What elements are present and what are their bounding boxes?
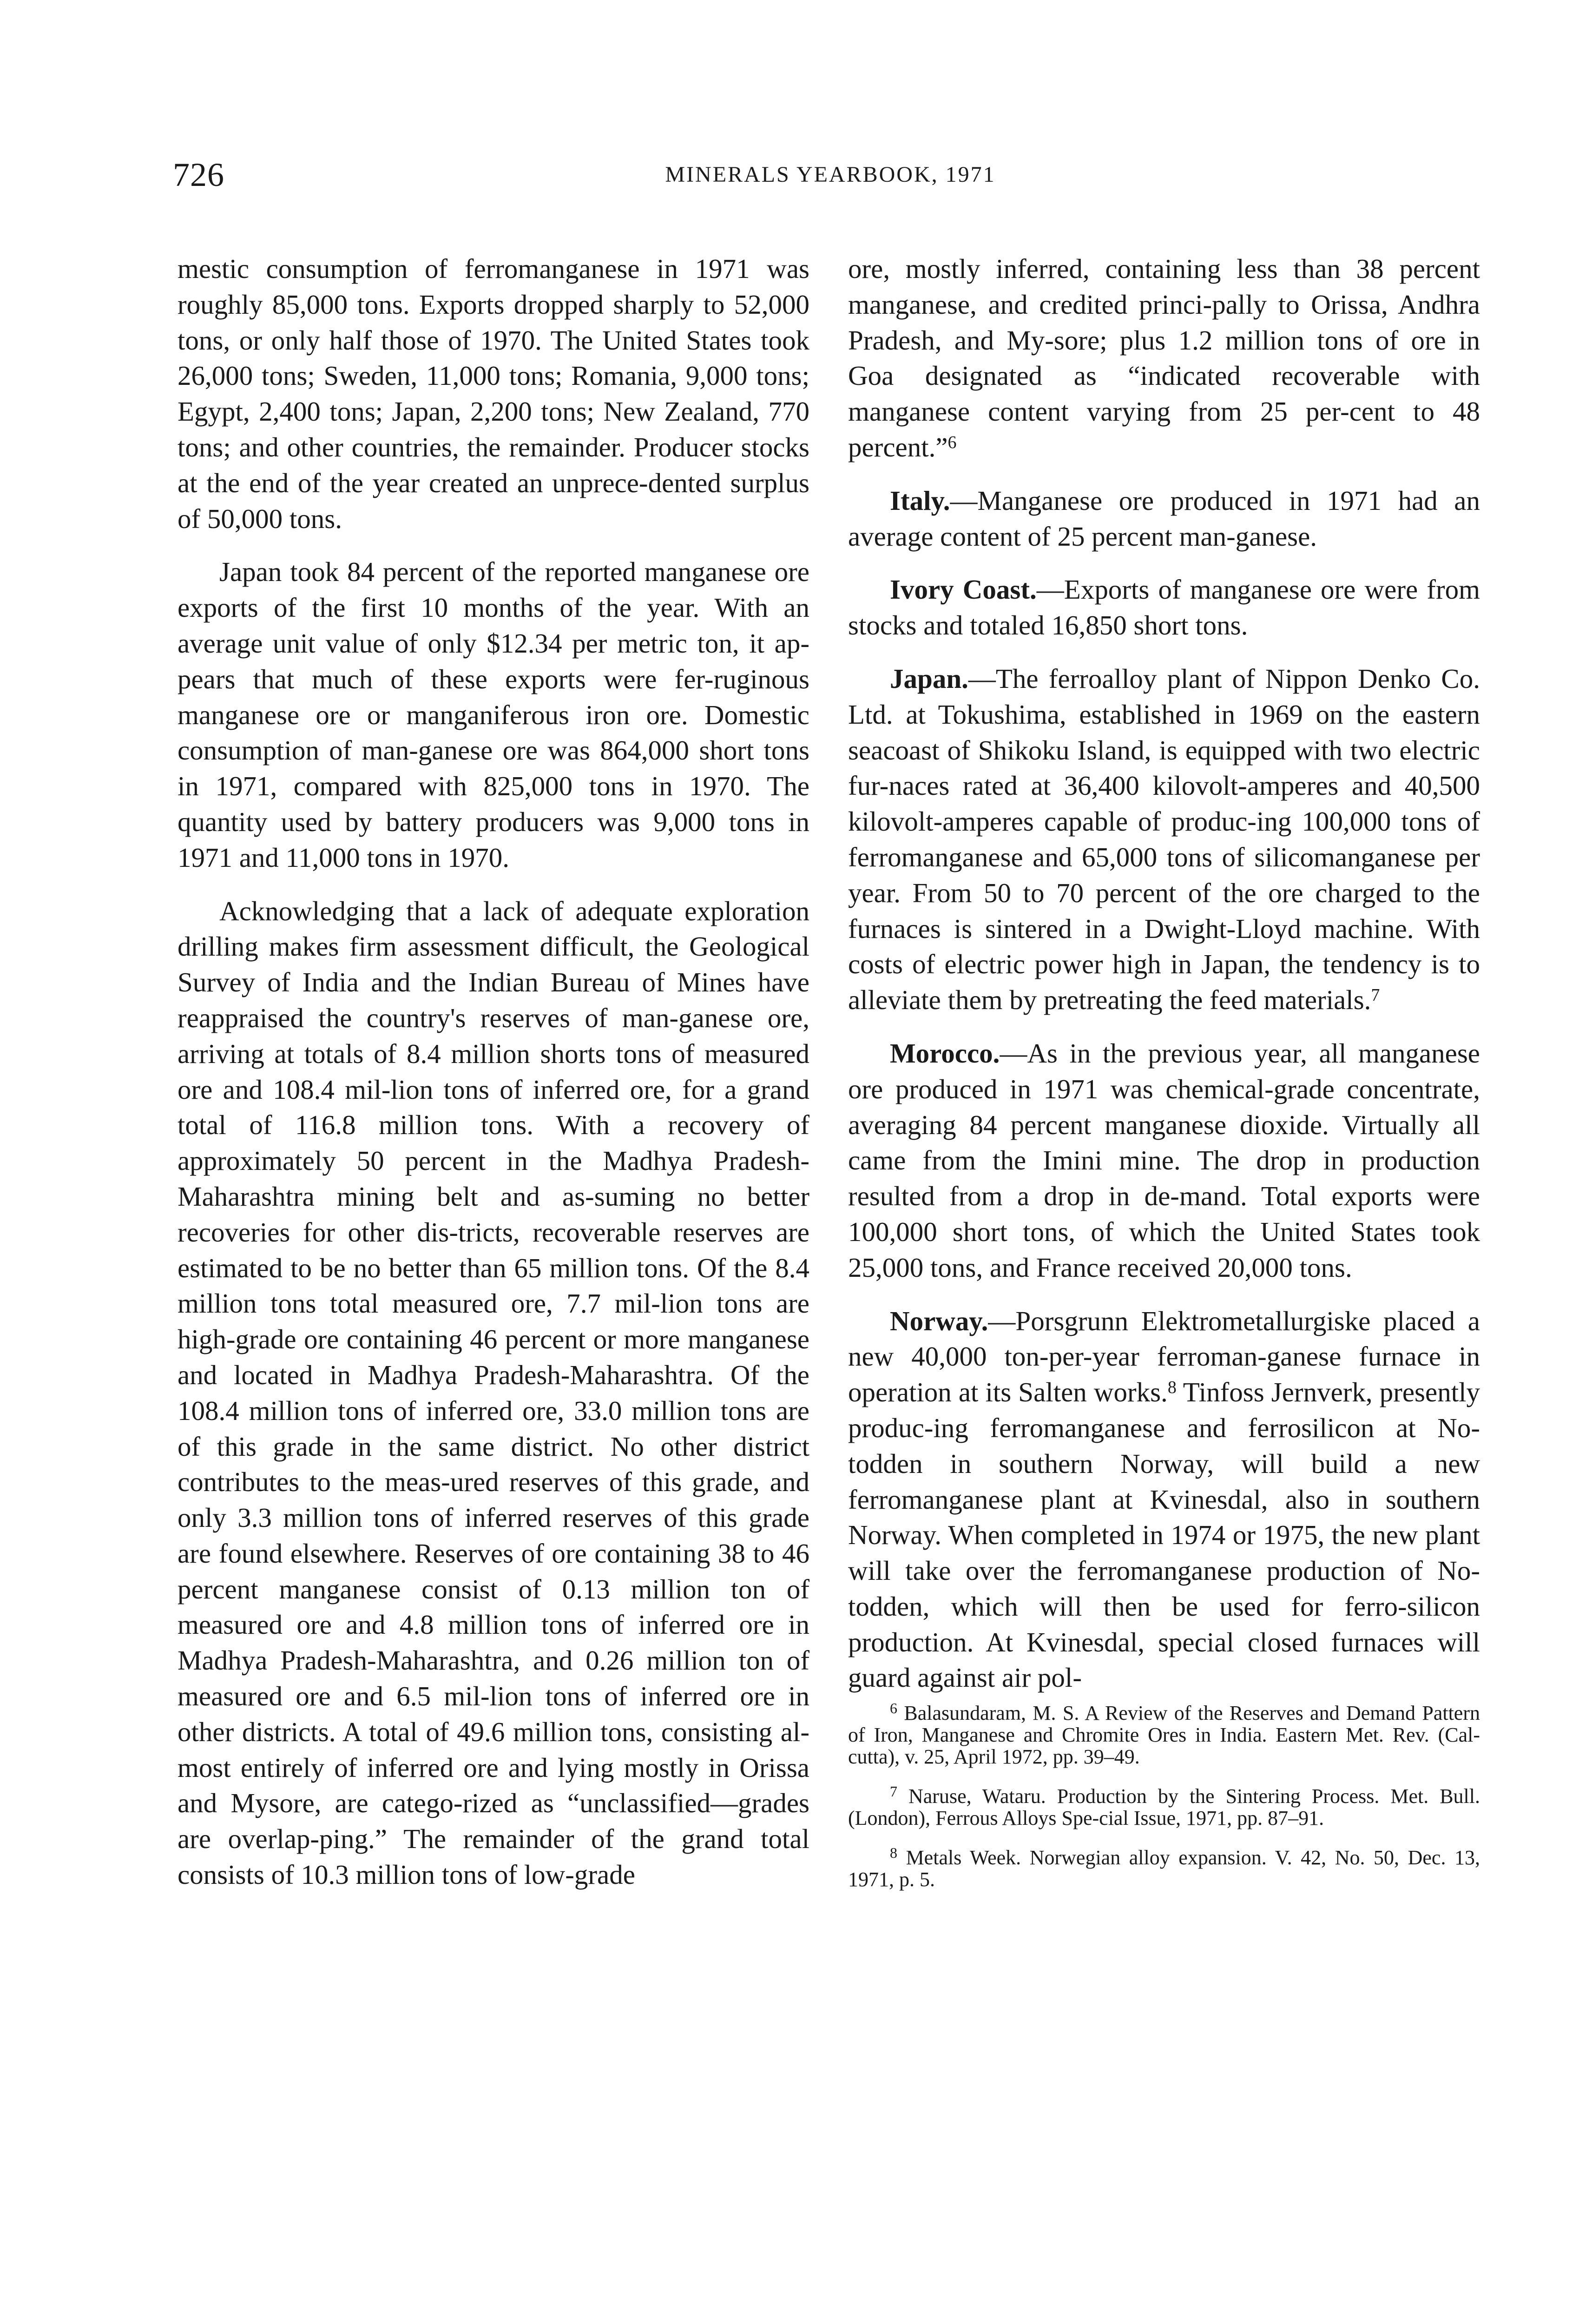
right-column <box>848 251 1480 1908</box>
footnote-ref-6[interactable]: 6 <box>947 432 957 452</box>
footnote-text: Naruse, Wataru. Production by the Sintering Process. Met. Bull. (London), Ferrous Alloys Spe-cial Issue, 1971, pp. 87–91. <box>848 1785 1480 1830</box>
left-column <box>178 251 809 1910</box>
paragraph-italy <box>848 483 1480 555</box>
footnote <box>848 1785 1480 1829</box>
norway-text-a: —Porsgrunn Elektrometallurgiske placed a new 40,000 ton-per-year ferroman-ganese furnace in operation at its Salten works. <box>848 1305 1480 1408</box>
ivory-coast-text: —Exports of manganese ore were from stocks and totaled 16,850 short tons. <box>848 574 1480 641</box>
page-number: 726 <box>173 156 224 193</box>
paragraph-manganese-ore-exports: Japan took 84 percent of the reported manganese ore exports of the first 10 months of the year. With an average unit value of only $12.34 per metric ton, it ap-pears that much of these exports were fer-ruginous manganese ore or manganiferous iron ore. Domestic consumption of man-ganese ore was 864,000 short tons in 1971, compared with 825,000 tons in 1970. The quantity used by battery producers was 9,000 tons in 1971 and 11,000 tons in 1970. <box>178 556 809 873</box>
paragraph-japan <box>848 661 1480 1018</box>
footnote <box>848 1844 1480 1891</box>
norway-text-b: Tinfoss Jernverk, presently produc-ing ferromanganese and ferrosilicon at No-todden in southern Norway, will build a new ferromanganese plant at Kvinesdal, also in southern Norway. When completed in 1974 or 1975, the new plant will take over the ferromanganese production of No-todden, which will then be used for ferro-silicon production. At Kvinesdal, special closed furnaces will guard against air pol- <box>848 1377 1480 1693</box>
country-heading-italy: Italy. <box>890 485 950 516</box>
footnote-text: Metals Week. Norwegian alloy expansion. V. 42, No. 50, Dec. 13, 1971, p. 5. <box>848 1846 1480 1891</box>
paragraph-ivory-coast <box>848 572 1480 643</box>
country-heading-norway: Norway. <box>890 1305 988 1336</box>
paragraph-india-reserves-continued <box>848 251 1480 465</box>
paragraph-norway <box>848 1303 1480 1696</box>
japan-text: —The ferroalloy plant of Nippon Denko Co. Ltd. at Tokushima, established in 1969 on the eastern seacoast of Shikoku Island, is equipped with two electric fur-naces rated at 36,400 kilovolt-amperes and 40,500 kilovolt-amperes capable of produc-ing 100,000 tons of ferromanganese and 65,000 tons of silicomanganese per year. From 50 to 70 percent of the ore charged to the furnaces is sintered in a Dwight-Lloyd machine. With costs of electric power high in Japan, the tendency is to alleviate them by pretreating the feed materials. <box>848 663 1480 1016</box>
morocco-text: —As in the previous year, all manganese ore produced in 1971 was chemical-grade concentrate, averaging 84 percent manganese dioxide. Virtually all came from the Imini mine. The drop in production resulted from a drop in de-mand. Total exports were 100,000 short tons, of which the United States took 25,000 tons, and France received 20,000 tons. <box>848 1037 1480 1283</box>
running-head: MINERALS YEARBOOK, 1971 <box>665 162 996 187</box>
footnote <box>848 1702 1480 1768</box>
footnote-mark: 7 <box>890 1783 897 1800</box>
footnote-ref-7[interactable]: 7 <box>1371 985 1380 1005</box>
footnotes <box>848 1702 1480 1890</box>
paragraph-ferromanganese-consumption: mestic consumption of ferromanganese in 1971 was roughly 85,000 tons. Exports dropped sharply to 52,000 tons, or only half those of 1970. The United States took 26,000 tons; Sweden, 11,000 tons; Romania, 9,000 tons; Egypt, 2,400 tons; Japan, 2,200 tons; New Zealand, 770 tons; and other countries, the remainder. Producer stocks at the end of the year created an unprece-dented surplus of 50,000 tons. <box>178 253 809 534</box>
footnote-ref-8[interactable]: 8 <box>1167 1378 1177 1398</box>
italy-text: —Manganese ore produced in 1971 had an average content of 25 percent man-ganese. <box>848 485 1480 552</box>
footnote-mark: 6 <box>890 1700 897 1717</box>
india-text: ore, mostly inferred, containing less than 38 percent manganese, and credited princi-pally to Orissa, Andhra Pradesh, and My-sore; plus 1.2 million tons of ore in Goa designated as “indicated recoverable with manganese content varying from 25 per-cent to 48 percent.” <box>848 253 1480 462</box>
footnote-text: Balasundaram, M. S. A Review of the Reserves and Demand Pattern of Iron, Manganese and Chromite Ores in India. Eastern Met. Rev. (Cal-cutta), v. 25, April 1972, pp. 39–49. <box>848 1702 1480 1769</box>
country-heading-japan: Japan. <box>890 663 968 694</box>
paragraph-morocco <box>848 1036 1480 1286</box>
country-heading-morocco: Morocco. <box>890 1037 1000 1069</box>
country-heading-ivory-coast: Ivory Coast. <box>890 574 1037 605</box>
footnote-mark: 8 <box>890 1844 897 1862</box>
paragraph-india-reserves: Acknowledging that a lack of adequate exploration drilling makes firm assessment difficult, the Geological Survey of India and the Indian Bureau of Mines have reappraised the country's reserves of man-ganese ore, arriving at totals of 8.4 million shorts tons of measured ore and 108.4 mil-lion tons of inferred ore, for a grand total of 116.8 million tons. With a recovery of approximately 50 percent in the Madhya Pradesh-Maharashtra mining belt and as-suming no better recoveries for other dis-tricts, recoverable reserves are estimated to be no better than 65 million tons. Of the 8.4 million tons total measured ore, 7.7 mil-lion tons are high-grade ore containing 46 percent or more manganese and located in Madhya Pradesh-Maharashtra. Of the 108.4 million tons of inferred ore, 33.0 million tons are of this grade in the same district. No other district contributes to the meas-ured reserves of this grade, and only 3.3 million tons of inferred reserves of this grade are found elsewhere. Reserves of ore containing 38 to 46 percent manganese consist of 0.13 million ton of measured ore and 4.8 million tons of inferred ore in Madhya Pradesh-Maharashtra, and 0.26 million ton of measured ore and 6.5 mil-lion tons of inferred ore in other districts. A total of 49.6 million tons, consisting al-most entirely of inferred ore and lying mostly in Orissa and Mysore, are catego-rized as “unclassified—grades are overlap-ping.” The remainder of the grand total consists of 10.3 million tons of low-grade <box>178 895 809 1890</box>
page-header <box>173 158 1488 209</box>
